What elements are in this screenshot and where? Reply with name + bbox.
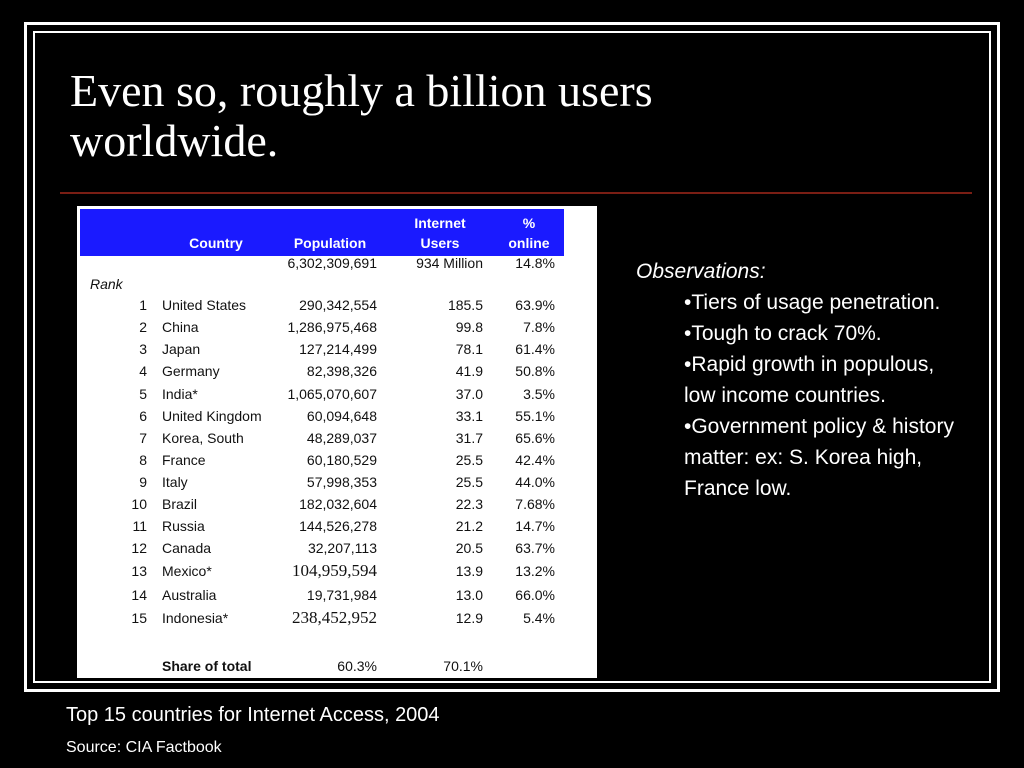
- observations-panel: [636, 256, 956, 504]
- row-pct-online: 63.7%: [515, 540, 555, 556]
- row-internet-users: 99.8: [455, 319, 483, 335]
- row-internet-users: 78.1: [455, 341, 483, 357]
- header-country: Country: [189, 235, 243, 251]
- row-country: Russia: [162, 518, 205, 534]
- row-pct-online: 55.1%: [515, 408, 555, 424]
- world-pct-online: 14.8%: [515, 255, 555, 271]
- table-caption: Top 15 countries for Internet Access, 2004: [66, 704, 440, 726]
- row-population: 104,959,594: [292, 561, 377, 580]
- header-pct-online-line1: %: [522, 215, 536, 231]
- row-pct-online: 3.5%: [523, 386, 555, 402]
- world-users: 934 Million: [416, 255, 483, 271]
- header-population: Population: [293, 235, 367, 251]
- row-rank: 7: [139, 430, 147, 446]
- source-note: Source: CIA Factbook: [66, 739, 222, 756]
- row-pct-online: 14.7%: [515, 518, 555, 534]
- row-internet-users: 41.9: [455, 363, 483, 379]
- row-population: 82,398,326: [306, 363, 377, 379]
- row-rank: 4: [139, 363, 147, 379]
- row-population: 1,065,070,607: [287, 386, 377, 402]
- row-internet-users: 21.2: [455, 518, 483, 534]
- row-population: 182,032,604: [299, 496, 377, 512]
- row-pct-online: 66.0%: [515, 587, 555, 603]
- header-pct-online-line2: online: [508, 235, 550, 251]
- row-population: 48,289,037: [306, 430, 377, 446]
- row-internet-users: 12.9: [455, 610, 483, 626]
- title-divider: [60, 192, 972, 194]
- row-country: Germany: [162, 363, 220, 379]
- row-population: 19,731,984: [306, 587, 377, 603]
- observations-heading: Observations:: [636, 260, 766, 283]
- row-population: 127,214,499: [299, 341, 377, 357]
- row-country: Italy: [162, 474, 188, 490]
- observation-item: •Government policy & history matter: ex: S. Korea high, France low.: [684, 415, 954, 500]
- share-label: Share of total: [162, 658, 252, 674]
- row-internet-users: 25.5: [455, 474, 483, 490]
- row-population: 290,342,554: [299, 297, 377, 313]
- row-rank: 10: [131, 496, 147, 512]
- row-rank: 11: [132, 518, 147, 534]
- row-country: Mexico*: [162, 563, 212, 579]
- row-internet-users: 25.5: [455, 452, 483, 468]
- row-pct-online: 44.0%: [515, 474, 555, 490]
- observation-item: •Rapid growth in populous, low income countries.: [684, 353, 935, 407]
- row-internet-users: 22.3: [455, 496, 483, 512]
- row-internet-users: 33.1: [455, 408, 483, 424]
- row-population: 1,286,975,468: [287, 319, 377, 335]
- world-population: 6,302,309,691: [287, 255, 377, 271]
- row-internet-users: 31.7: [455, 430, 483, 446]
- row-population: 60,094,648: [306, 408, 377, 424]
- internet-usage-table: [77, 206, 597, 678]
- row-population: 60,180,529: [306, 452, 377, 468]
- slide-title: [70, 66, 950, 166]
- row-country: Canada: [162, 540, 212, 556]
- row-internet-users: 20.5: [455, 540, 483, 556]
- row-country: Brazil: [162, 496, 198, 512]
- row-pct-online: 50.8%: [515, 363, 555, 379]
- row-internet-users: 37.0: [455, 386, 483, 402]
- row-rank: 6: [139, 408, 147, 424]
- row-internet-users: 185.5: [447, 297, 483, 313]
- row-pct-online: 42.4%: [515, 452, 555, 468]
- row-rank: 13: [131, 563, 147, 579]
- observation-item: •Tiers of usage penetration.: [684, 291, 941, 314]
- row-population: 57,998,353: [306, 474, 377, 490]
- row-pct-online: 61.4%: [515, 341, 555, 357]
- row-rank: 12: [131, 540, 147, 556]
- row-pct-online: 63.9%: [515, 297, 555, 313]
- row-rank: 15: [131, 610, 147, 626]
- rank-label: Rank: [90, 276, 123, 292]
- share-users: 70.1%: [443, 658, 483, 674]
- row-pct-online: 65.6%: [515, 430, 555, 446]
- row-rank: 2: [139, 319, 147, 335]
- row-rank: 5: [139, 386, 147, 402]
- row-country: Japan: [162, 341, 201, 357]
- row-population: 238,452,952: [292, 608, 377, 627]
- row-pct-online: 5.4%: [523, 610, 555, 626]
- row-internet-users: 13.9: [455, 563, 483, 579]
- observations-list: [636, 287, 956, 504]
- row-rank: 8: [139, 452, 147, 468]
- slide-title-line2: worldwide.: [70, 115, 279, 166]
- row-country: France: [162, 452, 206, 468]
- row-rank: 1: [139, 297, 147, 313]
- row-internet-users: 13.0: [455, 587, 483, 603]
- row-rank: 14: [131, 587, 147, 603]
- row-pct-online: 7.68%: [515, 496, 555, 512]
- observation-item: •Tough to crack 70%.: [684, 322, 882, 345]
- header-internet-users-line1: Internet: [414, 215, 466, 231]
- row-population: 32,207,113: [307, 540, 377, 556]
- row-population: 144,526,278: [299, 518, 377, 534]
- row-country: India*: [162, 386, 198, 402]
- row-country: Korea, South: [162, 430, 244, 446]
- row-country: Indonesia*: [162, 610, 229, 626]
- table-header-band: [80, 209, 564, 256]
- slide-title-line1: Even so, roughly a billion users: [70, 65, 653, 116]
- row-country: Australia: [162, 587, 217, 603]
- row-country: China: [162, 319, 199, 335]
- row-country: United States: [162, 297, 247, 313]
- row-rank: 9: [139, 474, 147, 490]
- row-rank: 3: [139, 341, 147, 357]
- row-pct-online: 7.8%: [523, 319, 555, 335]
- row-country: United Kingdom: [162, 408, 262, 424]
- share-population: 60.3%: [337, 658, 377, 674]
- row-pct-online: 13.2%: [515, 563, 555, 579]
- header-internet-users-line2: Users: [420, 235, 460, 251]
